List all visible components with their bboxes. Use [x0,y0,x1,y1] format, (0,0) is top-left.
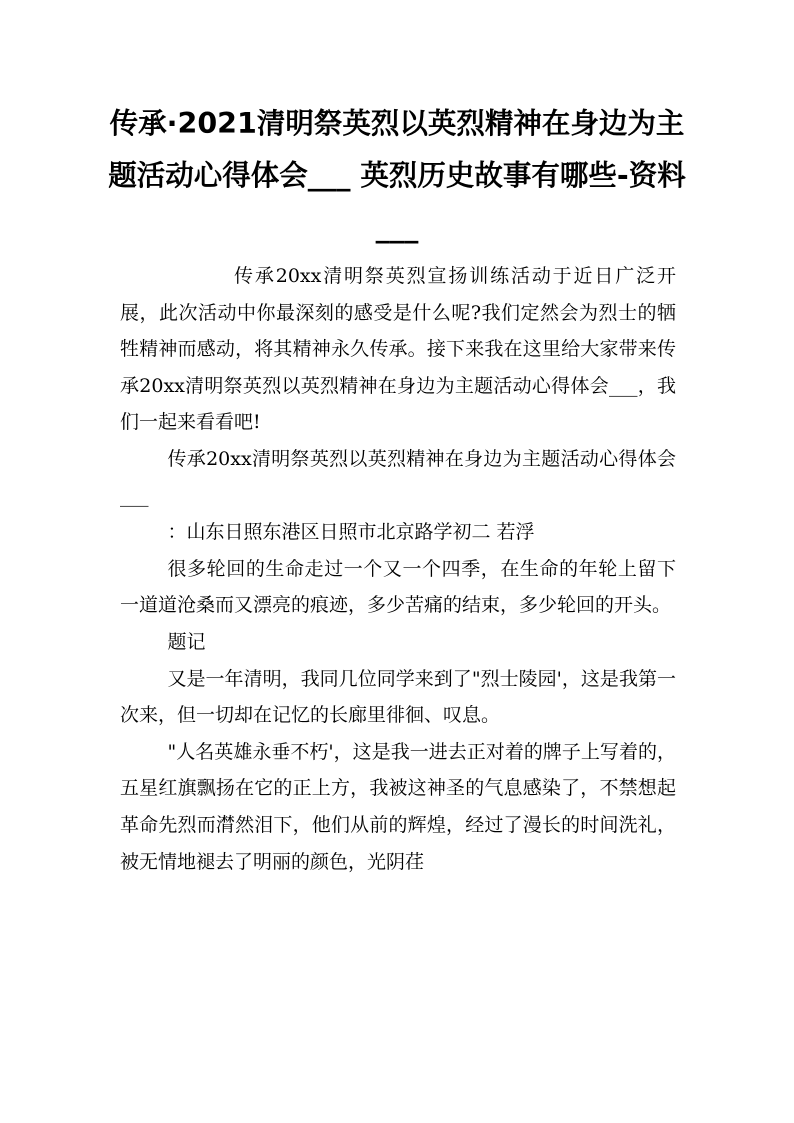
intro-paragraph: 传承20xx清明祭英烈宣扬训练活动于近日广泛开展，此次活动中你最深刻的感受是什么呢?我们定然会为烈士的牺牲精神而感动，将其精神永久传承。接下来我在这里给大家带来传承20xx清明祭英烈以英烈精神在身边为主题活动心得体会___，我们一起来看看吧! [120,265,676,434]
document-body [120,258,676,880]
body-paragraph: "人名英雄永垂不朽'，这是我一进去正对着的牌子上写着的，五星红旗飘扬在它的正上方，我被这神圣的气息感染了，不禁想起革命先烈而潸然泪下，他们从前的辉煌，经过了漫长的时间洗礼，被无情地褪去了明丽的颜色，光阴荏 [120,740,676,873]
body-paragraph: 又是一年清明，我同几位同学来到了"烈士陵园'，这是我第一次来，但一切却在记忆的长廊里徘徊、叹息。 [120,667,676,727]
document-title: 传承·2021清明祭英烈以英烈精神在身边为主题活动心得体会___ 英烈历史故事有哪些-资料___ [108,107,686,244]
body-paragraph: 很多轮回的生命走过一个又一个四季，在生命的年轮上留下一道道沧桑而又漂亮的痕迹，多少苦痛的结束，多少轮回的开头。 [120,557,676,617]
section-heading: 传承20xx清明祭英烈以英烈精神在身边为主题活动心得体会___ [120,447,676,507]
epigraph-label: 题记 [167,630,206,653]
author-line: ：山东日照东港区日照市北京路学初二 若浮 [167,521,535,544]
